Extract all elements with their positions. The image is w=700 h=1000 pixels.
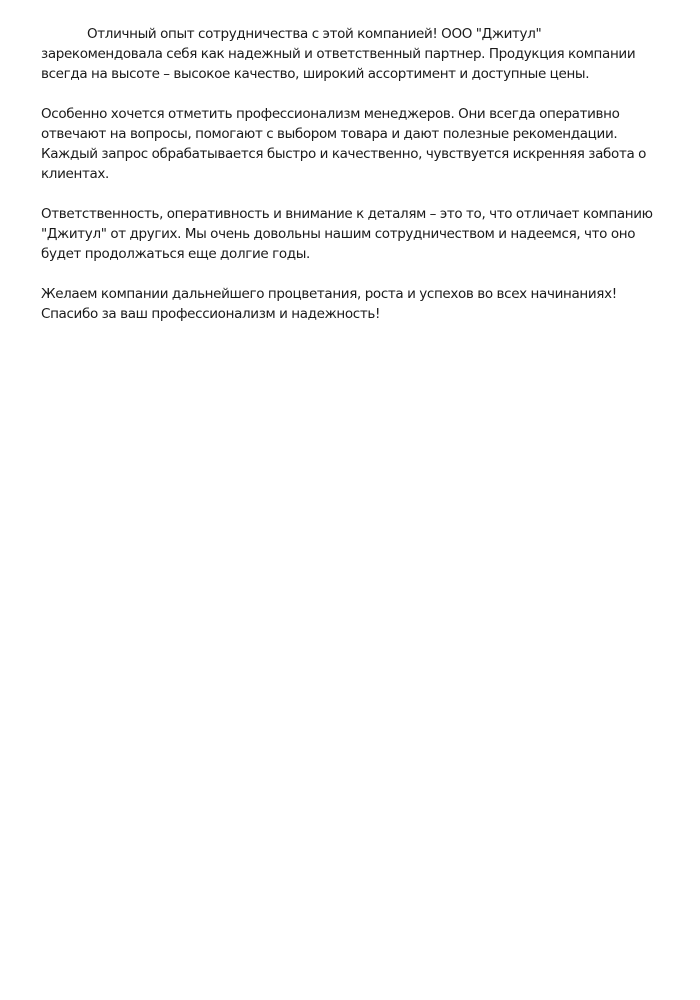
- document-body: [41, 24, 681, 344]
- paragraph-responsibility: Ответственность, оперативность и внимание к деталям – это то, что отличает компанию "Джитул" от других. Мы очень довольны нашим сотрудничеством и надеемся, что оно будет продолжаться еще долгие годы.: [41, 206, 653, 262]
- paragraph-wishes: Желаем компании дальнейшего процветания, роста и успехов во всех начинаниях! Спасибо за ваш профессионализм и надежность!: [41, 286, 617, 322]
- paragraph-intro: Отличный опыт сотрудничества с этой компанией! ООО "Джитул" зарекомендовала себя как надежный и ответственный партнер. Продукция компании всегда на высоте – высокое качество, широкий ассортимент и доступные цены.: [41, 26, 636, 82]
- paragraph-managers: Особенно хочется отметить профессионализм менеджеров. Они всегда оперативно отвечают на вопросы, помогают с выбором товара и дают полезные рекомендации. Каждый запрос обрабатывается быстро и качественно, чувствуется искренняя забота о клиентах.: [41, 106, 647, 182]
